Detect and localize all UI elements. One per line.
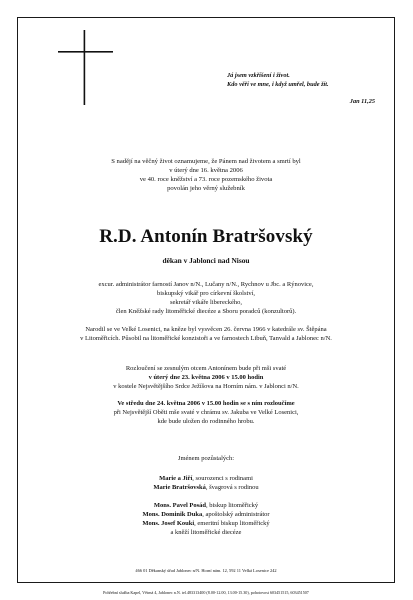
intro-line: ve 40. roce kněžství a 73. roce pozemského života [139,176,273,184]
footer-printer: Pohřební služba Kapel, Větrná 4, Jablonec n.N. tel.483313400 (8.00-12.00, 13.00-15.30), pohotovost 603451515, 603451507 [103,590,309,595]
mourners-closing: a kněží litoměřické diecéze [170,528,242,536]
farewell-place: v kostele Nejsvětějšího Srdce Ježíšova na Horním nám. v Jablonci n/N. [113,382,299,390]
mourners-list [17,455,395,538]
deceased-name: R.D. Antonín Bratršovský [99,226,313,247]
mourners-heading: Jménem pozůstalých: [177,455,235,462]
office-line: biskupský vikář pro církevní školství, [156,289,256,297]
quote-reference: Jan 11,25 [349,98,375,105]
office-line: sekretář vikáře libereckého, [169,298,242,306]
office-line: člen Kněžské rady litoměřické diecéze a Sboru poradců (konzultorů). [115,307,297,315]
burial-mass-info [17,400,395,427]
mass-line: při Nejsvětější Oběti mše svaté v chrámu sv. Jakuba ve Velké Losenici, [113,408,299,416]
farewell-info [17,365,395,392]
mass-date: Ve středu dne 24. května 2006 v 15.00 hodin se s ním rozloučíme [117,400,295,407]
intro-line: povolán jeho věrný služebník [167,185,245,193]
office-line: excur. administrátor farností Janov n/N., Lučany n/N., Rychnov u Jbc. a Rýnovice, [98,281,314,288]
intro-line: v úterý dne 16. května 2006 [169,167,243,175]
offices-list [17,281,395,317]
biography [17,326,395,344]
bio-line: v Litoměřicích. Působil na litoměřické konzistoři a ve farnostech Libuň, Tanvald a Jablonec n/N. [80,334,332,342]
footer-addresses: 466 01 Děkanský úřad Jablonec n/N. Horní nám. 12, 592 11 Velká Losenice 242 [135,568,277,573]
mass-line: kde bude uložen do rodinného hrobu. [157,417,255,425]
mourner-entry: Mons. Dominik Duka, apoštolský administrátor [142,510,270,518]
bible-quote [227,72,377,107]
bio-line: Narodil se ve Velké Losenici, na kněze byl vysvěcen 26. června 1966 v katedrále sv. Štěpána [85,326,327,333]
deceased-role: děkan v Jablonci nad Nisou [162,256,250,265]
mourner-entry: Marie Bratršovská, švagrová s rodinou [153,483,259,491]
quote-line: Kdo věří ve mne, i když umřel, bude žít. [227,80,329,88]
cross-icon [58,30,113,105]
mourner-entry: Mons. Pavel Posád, biskup litoměřický [153,501,259,509]
mourner-entry: Marie a Jiří, sourozenci s rodinami [159,474,253,482]
mourner-entry: Mons. Josef Kouki, emeritní biskup litoměřický [142,519,270,527]
quote-line: Já jsem vzkříšení i život. [227,72,290,79]
farewell-date: v úterý dne 23. května 2006 v 15.00 hodin [148,373,264,381]
intro-line: S nadějí na věčný život oznamujeme, že Pánem nad životem a smrtí byl [111,158,301,165]
farewell-line: Rozloučení se zesnulým otcem Antonínem bude při mši svaté [125,365,287,372]
announcement-intro [17,157,395,193]
